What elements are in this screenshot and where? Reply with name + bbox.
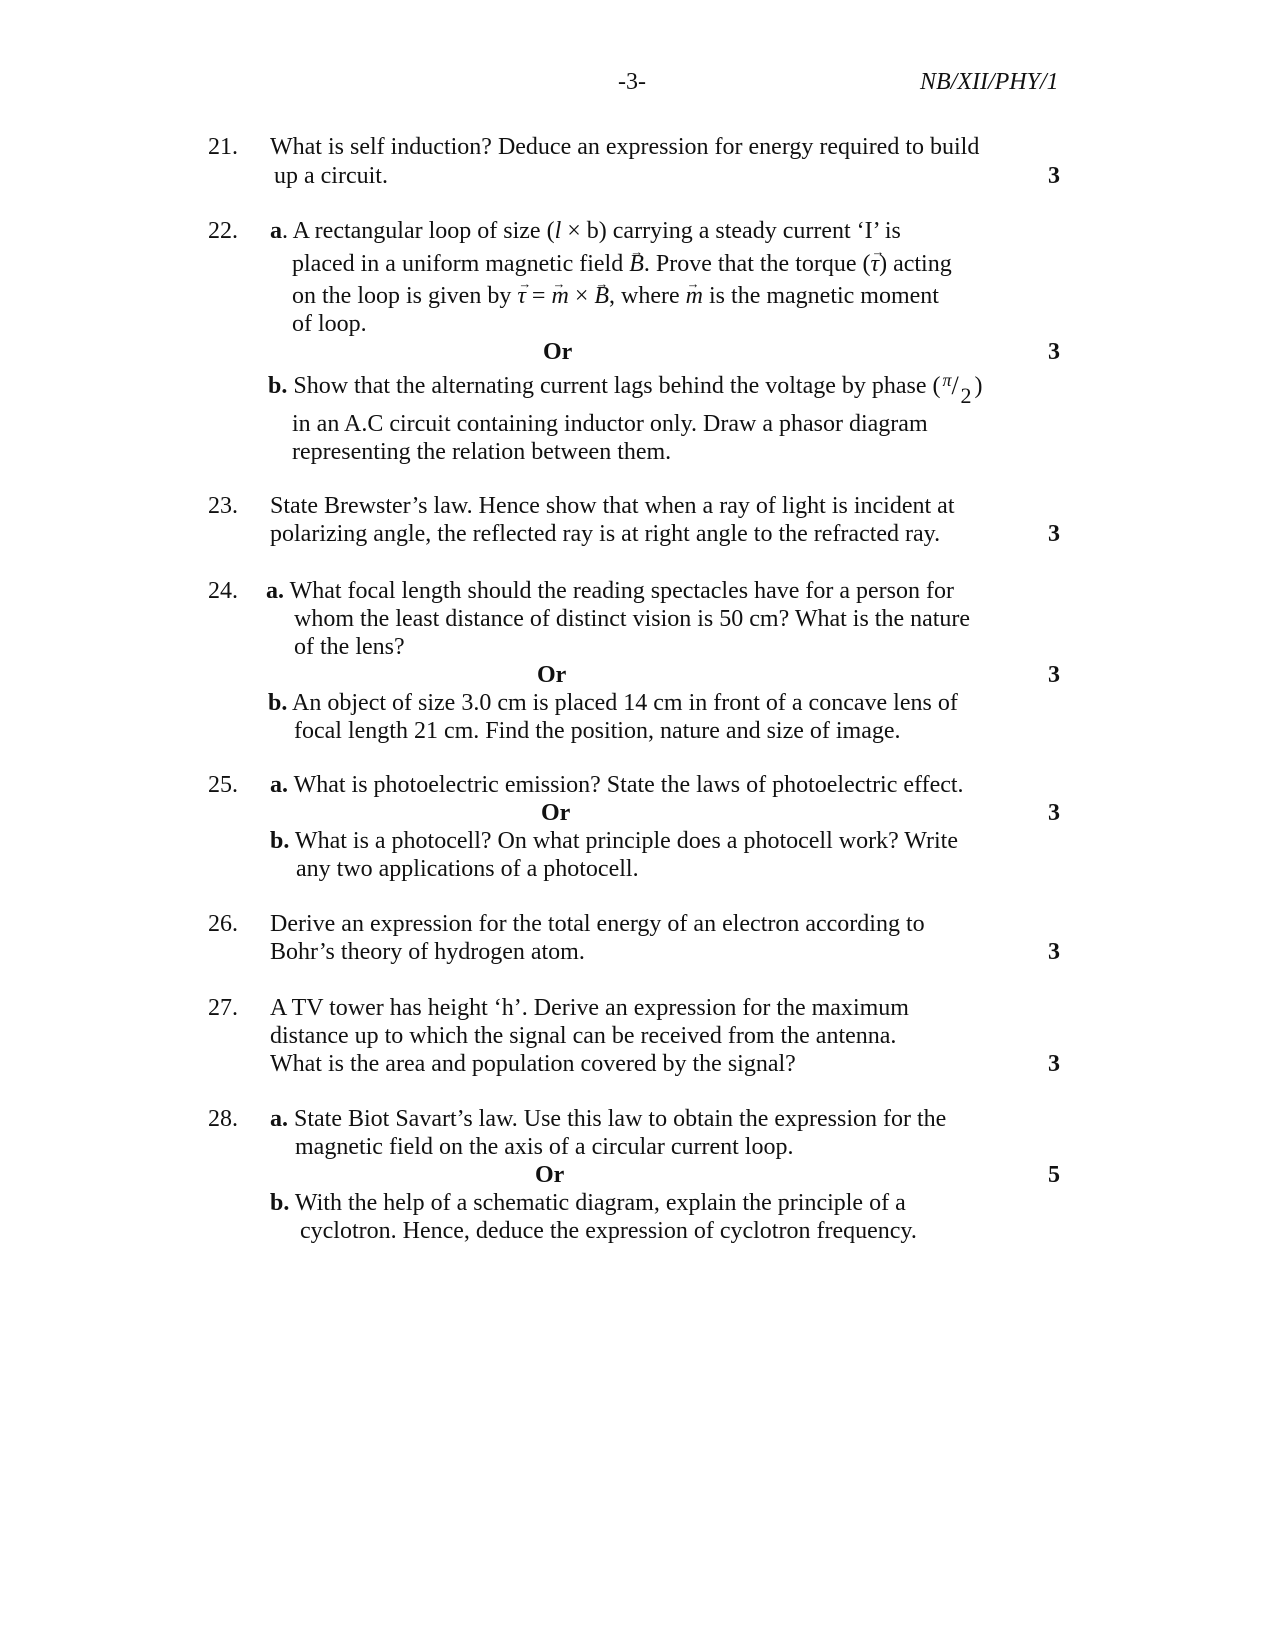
q24-a-line-3: of the lens? [294,634,405,660]
q28-a-text-1: State Biot Savart’s law. Use this law to obtain the expression for the [288,1106,947,1132]
q24-b-line-1 [268,689,958,717]
q28-or: Or [535,1162,565,1188]
q21-marks: 3 [1048,163,1060,189]
question-number-28: 28. [208,1106,238,1132]
q22-a-text-3: placed in a uniform magnetic field [292,251,630,277]
q28-a-line-1 [270,1105,946,1133]
vector-m-symbol: → m [551,282,568,310]
q22-b-text-1: Show that the alternating current lags behind the voltage by phase ( [287,373,941,399]
q22-l-symbol: l [554,218,562,244]
q25-or: Or [541,800,571,826]
fraction-numerator: π [942,370,952,390]
q27-marks: 3 [1048,1051,1060,1077]
q21-line-2: up a circuit. [274,163,388,189]
q22-b-close-paren: ) [974,373,983,399]
q22-a-text-5: ) acting [879,251,952,277]
q22-a-line-2 [292,250,952,278]
vector-tau-symbol: → τ [871,250,880,278]
q23-line-2: polarizing angle, the reflected ray is at right angle to the refracted ray. [270,521,941,547]
question-number-27: 27. [208,995,238,1021]
pi-over-2-fraction: π / 2 [941,372,975,400]
q24-b-text-1: An object of size 3.0 cm is placed 14 cm in front of a concave lens of [287,690,958,716]
q22-or: Or [543,339,573,365]
vector-m-symbol: → m [686,282,703,310]
q22-a-label: a [270,218,282,244]
vector-b-symbol: → B [629,250,644,278]
question-number-23: 23. [208,493,238,519]
q24-a-text-1: What focal length should the reading spectacles have for a person for [284,578,954,604]
q26-line-2: Bohr’s theory of hydrogen atom. [270,939,585,965]
q22-a-text-6: on the loop is given by [292,283,518,309]
q22-a-text-8: is the magnetic moment [703,283,939,309]
q22-a-text-1: . A rectangular loop of size ( [282,218,555,244]
vector-b-symbol: → B [594,282,609,310]
q24-b-label: b. [268,690,288,716]
q24-b-line-2: focal length 21 cm. Find the position, nature and size of image. [294,718,901,744]
q22-marks: 3 [1048,339,1060,365]
q24-a-line-2: whom the least distance of distinct vision is 50 cm? What is the nature [294,606,971,632]
q28-b-label: b. [270,1190,290,1216]
q25-a-label: a. [270,772,288,798]
q27-line-2: distance up to which the signal can be received from the antenna. [270,1023,897,1049]
q22-a-line-1 [270,217,901,245]
equals-sign: = [525,283,552,309]
q22-b-line-2: in an A.C circuit containing inductor only. Draw a phasor diagram [292,411,928,437]
q24-marks: 3 [1048,662,1060,688]
q28-a-line-2: magnetic field on the axis of a circular current loop. [295,1134,794,1160]
q25-b-line-2: any two applications of a photocell. [296,856,639,882]
page-number: -3- [618,69,646,95]
fraction-denominator: 2 [960,383,972,408]
q25-b-text-1: What is a photocell? On what principle does a photocell work? Write [289,828,958,854]
q22-b-line-3: representing the relation between them. [292,439,672,465]
q22-a-line-3 [292,282,939,310]
q25-a-text-1: What is photoelectric emission? State the laws of photoelectric effect. [288,772,964,798]
vector-tau-symbol: → τ [517,282,526,310]
question-number-21: 21. [208,134,238,160]
q28-b-line-1 [270,1189,906,1217]
q28-marks: 5 [1048,1162,1060,1188]
paper-code: NB/XII/PHY/1 [920,69,1059,95]
q22-b-label: b. [268,373,288,399]
cross-sign: × [568,283,595,309]
q28-b-line-2: cyclotron. Hence, deduce the expression of cyclotron frequency. [300,1218,917,1244]
q24-a-line-1 [266,577,954,605]
q27-line-1: A TV tower has height ‘h’. Derive an expression for the maximum [270,995,909,1021]
q23-marks: 3 [1048,521,1060,547]
question-number-22: 22. [208,218,238,244]
q22-a-line-4: of loop. [292,311,367,337]
q24-or: Or [537,662,567,688]
q21-line-1: What is self induction? Deduce an expression for energy required to build [270,134,980,160]
q28-a-label: a. [270,1106,288,1132]
question-number-24: 24. [208,578,238,604]
q22-a-text-7: , where [609,283,686,309]
q25-a-line-1 [270,771,964,799]
q22-b-line-1 [268,370,983,408]
q28-b-text-1: With the help of a schematic diagram, explain the principle of a [289,1190,906,1216]
q22-a-text-2: × b) carrying a steady current ‘I’ is [561,218,901,244]
question-number-25: 25. [208,772,238,798]
q25-marks: 3 [1048,800,1060,826]
q25-b-label: b. [270,828,290,854]
question-number-26: 26. [208,911,238,937]
q23-line-1: State Brewster’s law. Hence show that when a ray of light is incident at [270,493,955,519]
q22-a-text-4: . Prove that the torque ( [643,251,871,277]
q27-line-3: What is the area and population covered by the signal? [270,1051,796,1077]
q24-a-label: a. [266,578,284,604]
q26-line-1: Derive an expression for the total energy of an electron according to [270,911,925,937]
q26-marks: 3 [1048,939,1060,965]
q25-b-line-1 [270,827,958,855]
